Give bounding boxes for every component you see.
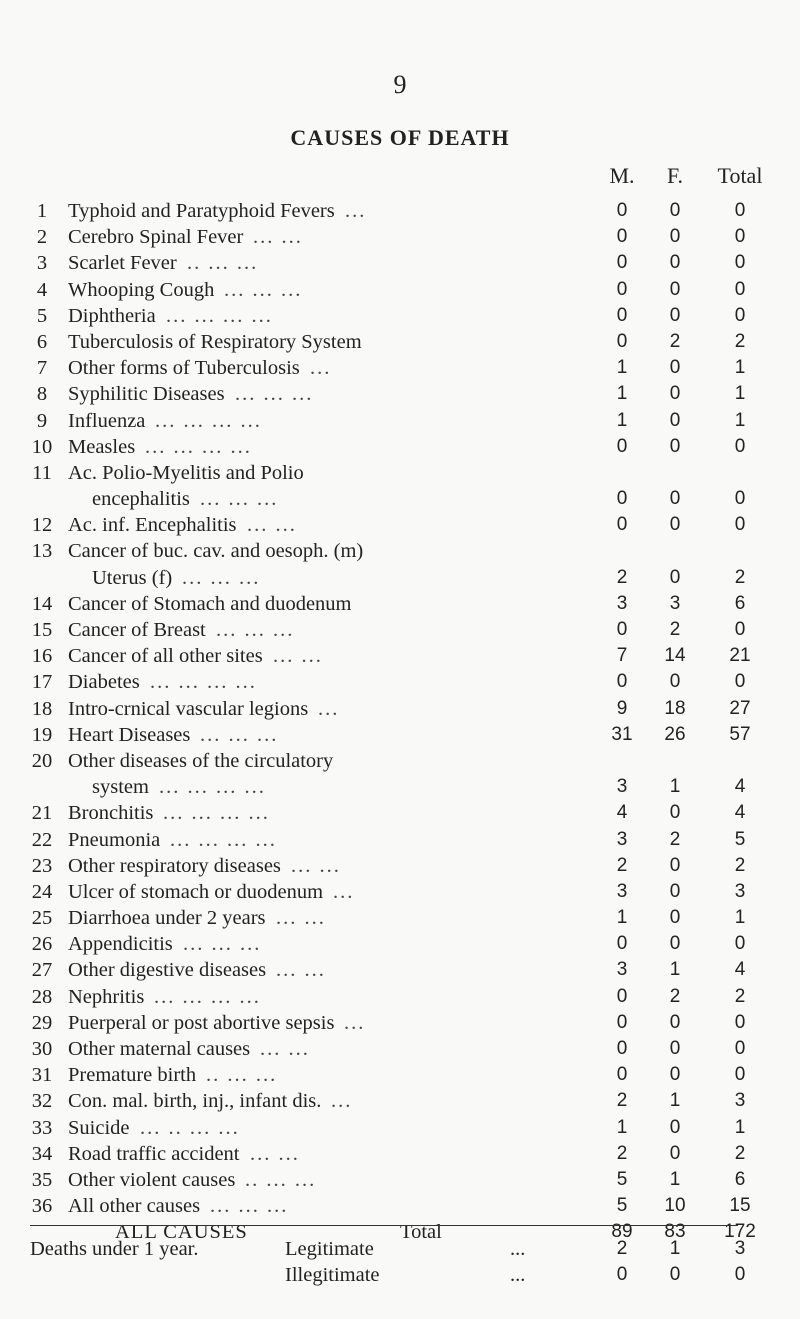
cause-name: Bronchitis [68,802,154,825]
cause-name: Whooping Cough [68,278,215,301]
value-total: 0 [734,488,746,510]
row-number: 17 [31,671,53,694]
value-m: 0 [616,488,628,510]
value-total: 0 [734,435,746,457]
row-number: 2 [36,226,48,249]
value-m: 0 [616,1038,628,1059]
leader-dots: ... ... [276,907,326,930]
cause-name: Diabetes [68,671,140,694]
cause-name: Tuberculosis of Respiratory System [68,330,362,353]
all-causes-label: ALL CAUSES [115,1221,248,1244]
table-row [0,1143,800,1169]
row-number: 8 [36,383,48,406]
leader-dots: ... ... ... [200,488,279,511]
infant-deaths-illegitimate-row [0,1264,800,1292]
cause-name: Premature birth [68,1064,197,1087]
cause-name: Other diseases of the circulatory [68,749,334,772]
leader-dots: ... [310,357,332,380]
leader-dots: ... ... ... ... [163,802,270,825]
row-number: 16 [31,645,53,668]
row-number: 15 [31,619,53,641]
table-row [0,436,800,462]
value-f: 18 [664,697,686,719]
cause-name: Cancer of Stomach and duodenum [68,592,352,615]
row-number: 28 [31,985,53,1008]
value-total: 2 [734,985,746,1007]
leader-dots: ... ... [247,514,297,537]
legitimate-f: 1 [669,1238,681,1259]
value-m: 1 [616,357,628,379]
cause-name: encephalitis [92,488,190,511]
row-number: 32 [31,1090,53,1113]
value-total: 5 [734,828,746,850]
column-headers [0,163,800,193]
value-total: 3 [734,880,746,902]
value-f: 1 [669,959,681,981]
table-row [0,933,800,959]
leader-dots: ... ... ... [224,278,303,301]
table-row [0,514,800,540]
table-row [0,645,800,671]
cause-name: All other causes [68,1195,201,1218]
value-f: 0 [669,435,681,457]
all-causes-f: 83 [664,1221,686,1243]
cause-name: Cancer of Breast [68,619,206,641]
value-total: 0 [734,278,746,300]
row-number: 11 [32,461,52,484]
divider [30,1225,738,1226]
cause-name: Heart Diseases [68,723,191,746]
cause-name: Typhoid and Paratyphoid Fevers [68,200,335,222]
value-f: 0 [669,409,681,431]
row-number: 5 [36,304,48,327]
value-total: 2 [734,1142,746,1164]
value-total: 21 [729,645,751,667]
cause-name: Diarrhoea under 2 years [68,907,266,930]
value-total: 57 [729,723,751,745]
leader-dots: ... ... ... ... [159,776,266,799]
all-causes-total-label: Total [400,1221,442,1244]
table-row [0,331,800,357]
leader-dots: ... ... ... ... [145,435,252,458]
row-number: 7 [36,357,48,380]
row-number: 24 [31,880,53,903]
value-m: 0 [616,933,628,955]
row-number: 13 [31,540,53,563]
leader-dots: ... ... [260,1038,310,1060]
row-number: 14 [31,592,53,615]
value-f: 0 [669,880,681,902]
value-m: 0 [616,514,628,536]
row-number: 12 [31,514,53,537]
cause-name: Con. mal. birth, inj., infant dis. [68,1090,322,1113]
value-total: 0 [734,619,746,640]
illegitimate-total: 0 [734,1264,746,1285]
leader-dots: ... ... ... ... [150,671,257,694]
value-f: 0 [669,383,681,405]
row-number: 10 [31,435,53,458]
leader-dots: ... ... ... ... [154,985,261,1008]
column-header-f: F. [667,163,683,188]
leader-dots: ... ... ... ... [155,409,262,432]
value-m: 5 [616,1195,628,1217]
value-f: 1 [669,1168,681,1190]
row-number: 4 [36,278,48,301]
leader-dots: .. ... ... [206,1064,278,1087]
value-m: 2 [616,566,628,588]
value-f: 2 [669,828,681,850]
table-row [0,724,800,750]
table-row [0,907,800,933]
row-number: 18 [31,697,53,720]
cause-name: Intro-crnical vascular legions [68,697,309,720]
illegitimate-m: 0 [616,1264,628,1285]
value-f: 0 [669,854,681,876]
cause-name: Scarlet Fever [68,252,177,275]
table-row [0,698,800,724]
cause-name: Syphilitic Diseases [68,383,225,406]
value-f: 0 [669,488,681,510]
leader-dots: ... ... ... [183,933,262,956]
row-number: 25 [31,907,53,930]
leader-dots: ... [331,1090,353,1113]
table-row [0,252,800,278]
illegitimate-f: 0 [669,1264,681,1285]
cause-name: Appendicitis [68,933,173,956]
value-f: 10 [664,1195,686,1217]
table-row [0,1117,800,1143]
value-f: 0 [669,304,681,326]
row-number: 9 [36,409,48,432]
value-m: 0 [616,226,628,248]
value-m: 31 [611,723,633,745]
value-total: 0 [734,514,746,536]
value-m: 4 [616,802,628,824]
value-total: 4 [734,802,746,824]
value-total: 1 [734,907,746,929]
value-total: 0 [734,304,746,326]
cause-name: Other digestive diseases [68,959,267,982]
value-m: 7 [616,645,628,667]
value-m: 5 [616,1168,628,1190]
legitimate-total: 3 [734,1238,746,1259]
value-f: 1 [669,776,681,798]
value-f: 0 [669,1142,681,1164]
table-row [0,829,800,855]
column-header-total: Total [717,163,763,188]
value-m: 0 [616,671,628,693]
value-m: 1 [616,1116,628,1138]
value-f: 26 [664,723,686,745]
table-row [0,750,800,776]
row-number: 3 [36,252,48,275]
table-row [0,619,800,645]
value-m: 0 [616,435,628,457]
table-row [0,959,800,985]
cause-name: Cancer of buc. cav. and oesoph. (m) [68,540,364,563]
table-row [0,305,800,331]
leader-dots: ... ... ... [235,383,314,406]
table-row [0,567,800,593]
value-m: 2 [616,854,628,876]
row-number: 36 [31,1195,53,1218]
table-row [0,1012,800,1038]
table-row [0,488,800,514]
value-total: 0 [734,200,746,221]
leader-dots: ... ... ... ... [170,828,277,851]
value-f: 0 [669,226,681,248]
value-m: 0 [616,304,628,326]
leader-dots: ... .. ... ... [140,1116,240,1139]
cause-name: Other violent causes [68,1168,236,1191]
value-total: 0 [734,1011,746,1033]
value-total: 4 [734,959,746,981]
cause-name: Uterus (f) [92,566,173,589]
table-row [0,986,800,1012]
value-f: 0 [669,252,681,274]
value-f: 14 [664,645,686,667]
value-total: 15 [729,1195,751,1217]
cause-name: Other forms of Tuberculosis [68,357,300,380]
row-number: 34 [31,1142,53,1165]
value-f: 0 [669,1116,681,1138]
value-m: 9 [616,697,628,719]
leader-dots: ... ... [250,1142,300,1165]
value-f: 0 [669,907,681,929]
cause-name: Suicide [68,1116,130,1139]
table-row [0,410,800,436]
legitimate-dots: ... [510,1238,526,1260]
causes-table [0,200,800,1248]
value-total: 2 [734,330,746,352]
value-f: 2 [669,985,681,1007]
cause-name: system [92,776,149,799]
cause-name: Nephritis [68,985,145,1008]
row-number: 31 [31,1064,53,1087]
table-row [0,776,800,802]
leader-dots: ... ... [276,959,326,982]
value-f: 0 [669,1011,681,1033]
table-row [0,881,800,907]
page-title: CAUSES OF DEATH [290,125,510,150]
table-row [0,1090,800,1116]
leader-dots: ... [318,697,340,720]
row-number: 20 [31,749,53,772]
cause-name: Ac. inf. Encephalitis [68,514,237,537]
row-number: 22 [31,828,53,851]
row-number: 26 [31,933,53,956]
value-f: 0 [669,514,681,536]
leader-dots: .. ... ... [187,252,259,275]
cause-name: Ulcer of stomach or duodenum [68,880,324,903]
value-total: 0 [734,226,746,248]
cause-name: Influenza [68,409,146,432]
value-m: 2 [616,1142,628,1164]
table-row [0,1038,800,1064]
value-m: 1 [616,383,628,405]
table-row [0,226,800,252]
value-total: 6 [734,592,746,614]
table-row [0,1195,800,1221]
value-m: 0 [616,252,628,274]
leader-dots: ... [333,880,355,903]
leader-dots: ... ... ... ... [166,304,273,327]
value-f: 0 [669,1064,681,1086]
value-total: 0 [734,671,746,693]
value-f: 2 [669,619,681,640]
value-m: 0 [616,1011,628,1033]
table-row [0,1064,800,1090]
cause-name: Other maternal causes [68,1038,251,1060]
row-number: 30 [31,1038,53,1060]
value-m: 0 [616,1064,628,1086]
leader-dots: ... ... [273,645,323,668]
row-number: 33 [31,1116,53,1139]
value-total: 4 [734,776,746,798]
value-f: 0 [669,200,681,221]
value-m: 0 [616,278,628,300]
value-m: 3 [616,959,628,981]
leader-dots: ... ... [291,854,341,877]
table-row [0,855,800,881]
all-causes-m: 89 [611,1221,633,1243]
cause-name: Diphtheria [68,304,156,327]
value-f: 2 [669,330,681,352]
value-m: 0 [616,985,628,1007]
cause-name: Measles [68,435,136,458]
leader-dots: ... ... ... [182,566,261,589]
leader-dots: ... ... [253,226,303,249]
value-m: 2 [616,1090,628,1112]
all-causes-total: 172 [724,1221,756,1243]
value-total: 27 [729,697,751,719]
value-f: 0 [669,1038,681,1059]
table-row [0,593,800,619]
value-m: 3 [616,592,628,614]
table-row [0,1169,800,1195]
value-total: 0 [734,1064,746,1086]
value-f: 0 [669,357,681,379]
cause-name: Puerperal or post abortive sepsis [68,1011,335,1034]
illegitimate-label: Illegitimate [285,1264,380,1286]
row-number: 21 [31,802,53,825]
value-total: 0 [734,252,746,274]
value-total: 0 [734,933,746,955]
value-total: 1 [734,1116,746,1138]
cause-name: Ac. Polio-Myelitis and Polio [68,461,304,484]
row-number: 29 [31,1011,53,1034]
cause-name: Cerebro Spinal Fever [68,226,244,249]
leader-dots: ... [345,200,367,222]
value-total: 1 [734,357,746,379]
page-number: 9 [393,70,407,99]
value-m: 3 [616,880,628,902]
table-row [0,357,800,383]
value-m: 0 [616,200,628,221]
row-number: 19 [31,723,53,746]
value-f: 0 [669,802,681,824]
table-row [0,802,800,828]
value-total: 3 [734,1090,746,1112]
table-row [0,200,800,226]
cause-name: Pneumonia [68,828,161,851]
value-m: 1 [616,907,628,929]
value-f: 0 [669,278,681,300]
value-total: 1 [734,383,746,405]
legitimate-m: 2 [616,1238,628,1259]
value-total: 0 [734,1038,746,1059]
legitimate-label: Legitimate [285,1238,374,1260]
row-number: 27 [31,959,53,982]
value-total: 6 [734,1168,746,1190]
value-m: 1 [616,409,628,431]
value-total: 2 [734,566,746,588]
illegitimate-dots: ... [510,1264,526,1286]
table-row [0,383,800,409]
value-m: 0 [616,330,628,352]
leader-dots: ... [344,1011,366,1034]
leader-dots: ... ... ... [216,619,295,641]
table-row [0,462,800,488]
cause-name: Cancer of all other sites [68,645,263,668]
value-total: 2 [734,854,746,876]
table-row [0,540,800,566]
value-f: 3 [669,592,681,614]
table-row [0,671,800,697]
value-f: 0 [669,566,681,588]
value-m: 3 [616,828,628,850]
leader-dots: ... ... ... [210,1195,289,1218]
value-f: 1 [669,1090,681,1112]
row-number: 35 [31,1168,53,1191]
infant-deaths-legitimate-row [0,1238,800,1266]
cause-name: Road traffic accident [68,1142,240,1165]
cause-name: Other respiratory diseases [68,854,281,877]
infant-deaths-label: Deaths under 1 year. [30,1238,199,1260]
row-number: 1 [36,200,48,222]
value-total: 1 [734,409,746,431]
row-number: 6 [36,330,48,353]
value-f: 0 [669,671,681,693]
value-m: 0 [616,619,628,640]
leader-dots: .. ... ... [245,1168,317,1191]
value-f: 0 [669,933,681,955]
leader-dots: ... ... ... [200,723,279,746]
table-row [0,279,800,305]
row-number: 23 [31,854,53,877]
column-header-m: M. [609,163,635,188]
value-m: 3 [616,776,628,798]
